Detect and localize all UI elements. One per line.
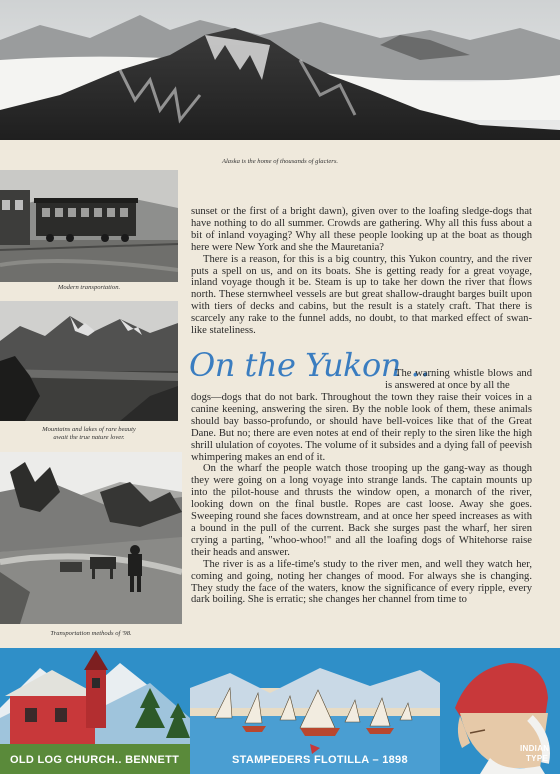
train-photo: [0, 170, 178, 282]
article-paragraph-5: The river is as a life-time's study to the river men, and well they watch her, coming and going, noting her changes of mood. For always she is changing. They study the face of the waters, know the significance of every ripple, every dark boiling. She is erratic; she changes her channel from time to: [191, 558, 532, 606]
lake-photo: [0, 301, 178, 421]
lake-caption-line2: await the true nature lover.: [53, 434, 125, 441]
indian-label-line2: TYPE: [526, 754, 549, 763]
article-top: [191, 206, 532, 337]
pack-train-photo: [0, 452, 182, 624]
article-bottom: [191, 392, 532, 606]
article-paragraph-1: sunset or the first of a bright dawn), given over to the loafing sledge-dogs that have nothing to do all summer. Crowds are gathering. Why all this fuss about a bit of inland voyaging? Why all these people looking up at the boat as though here were New York and she the Mauretania?: [191, 206, 532, 253]
church-label: OLD LOG CHURCH.. BENNETT: [10, 754, 180, 766]
flotilla-label: STAMPEDERS FLOTILLA – 1898: [232, 754, 408, 766]
section-heading: On the Yukon ..: [189, 346, 430, 384]
train-caption: Modern transportation.: [57, 284, 121, 291]
lake-caption-line1: Mountains and lakes of rare beauty: [42, 426, 136, 433]
indian-label-line1: INDIAN: [520, 744, 550, 753]
article-paragraph-4: On the wharf the people watch those trooping up the gang-way as though they were going on a long voyage into strange lands. The captain mounts up into the pilot-house and thrusts the window open, a monarch of the river, looking down on the final bustle. Ropes are cast loose. Away she goes. Sweeping round she faces downstream, and at once her speed increases as with a bound in the pull of the current. Back she surges past the wharf, her siren crying a parting, "whoo-whoo!" and all the loafing dogs of Whitehorse raise their heads and answer.: [191, 463, 532, 558]
illustrated-banner: [0, 648, 560, 774]
article-paragraph-3-start: The warning whistle blows and is answered at once by all the: [385, 368, 532, 391]
pack-train-caption: Transportation methods of '98.: [50, 630, 132, 637]
glacier-photo: [0, 0, 560, 158]
article-paragraph-3-rest: dogs—dogs that do not bark. Throughout the town they raise their voices in a canine keening, answering the siren. By the noble look of them, these animals should bay basso-profundo, or should have bell-voices like that of the Great Dane. But no; there are even notes at end of their reply to the siren like the high shrill ululation of coyotes. The volume of it subsides and a dying fall of peevish whimpering makes an end of it.: [191, 392, 532, 463]
glacier-caption: Alaska is the home of thousands of glaciers.: [221, 158, 339, 165]
article-paragraph-2: There is a reason, for this is a big country, this Yukon country, and the river puts a spell on us, and on its boats. She is getting ready for a great voyage, inland voyage though it be. Steam is up to take her down the river that flows north. These sternwheel vessels are but great shallow-draught barges built upon with tiers of decks and cabins, but the result is a stately craft. That there is scarcely any rake to the funnel adds, no doubt, to that marked effect of swan-like stateliness.: [191, 253, 532, 337]
